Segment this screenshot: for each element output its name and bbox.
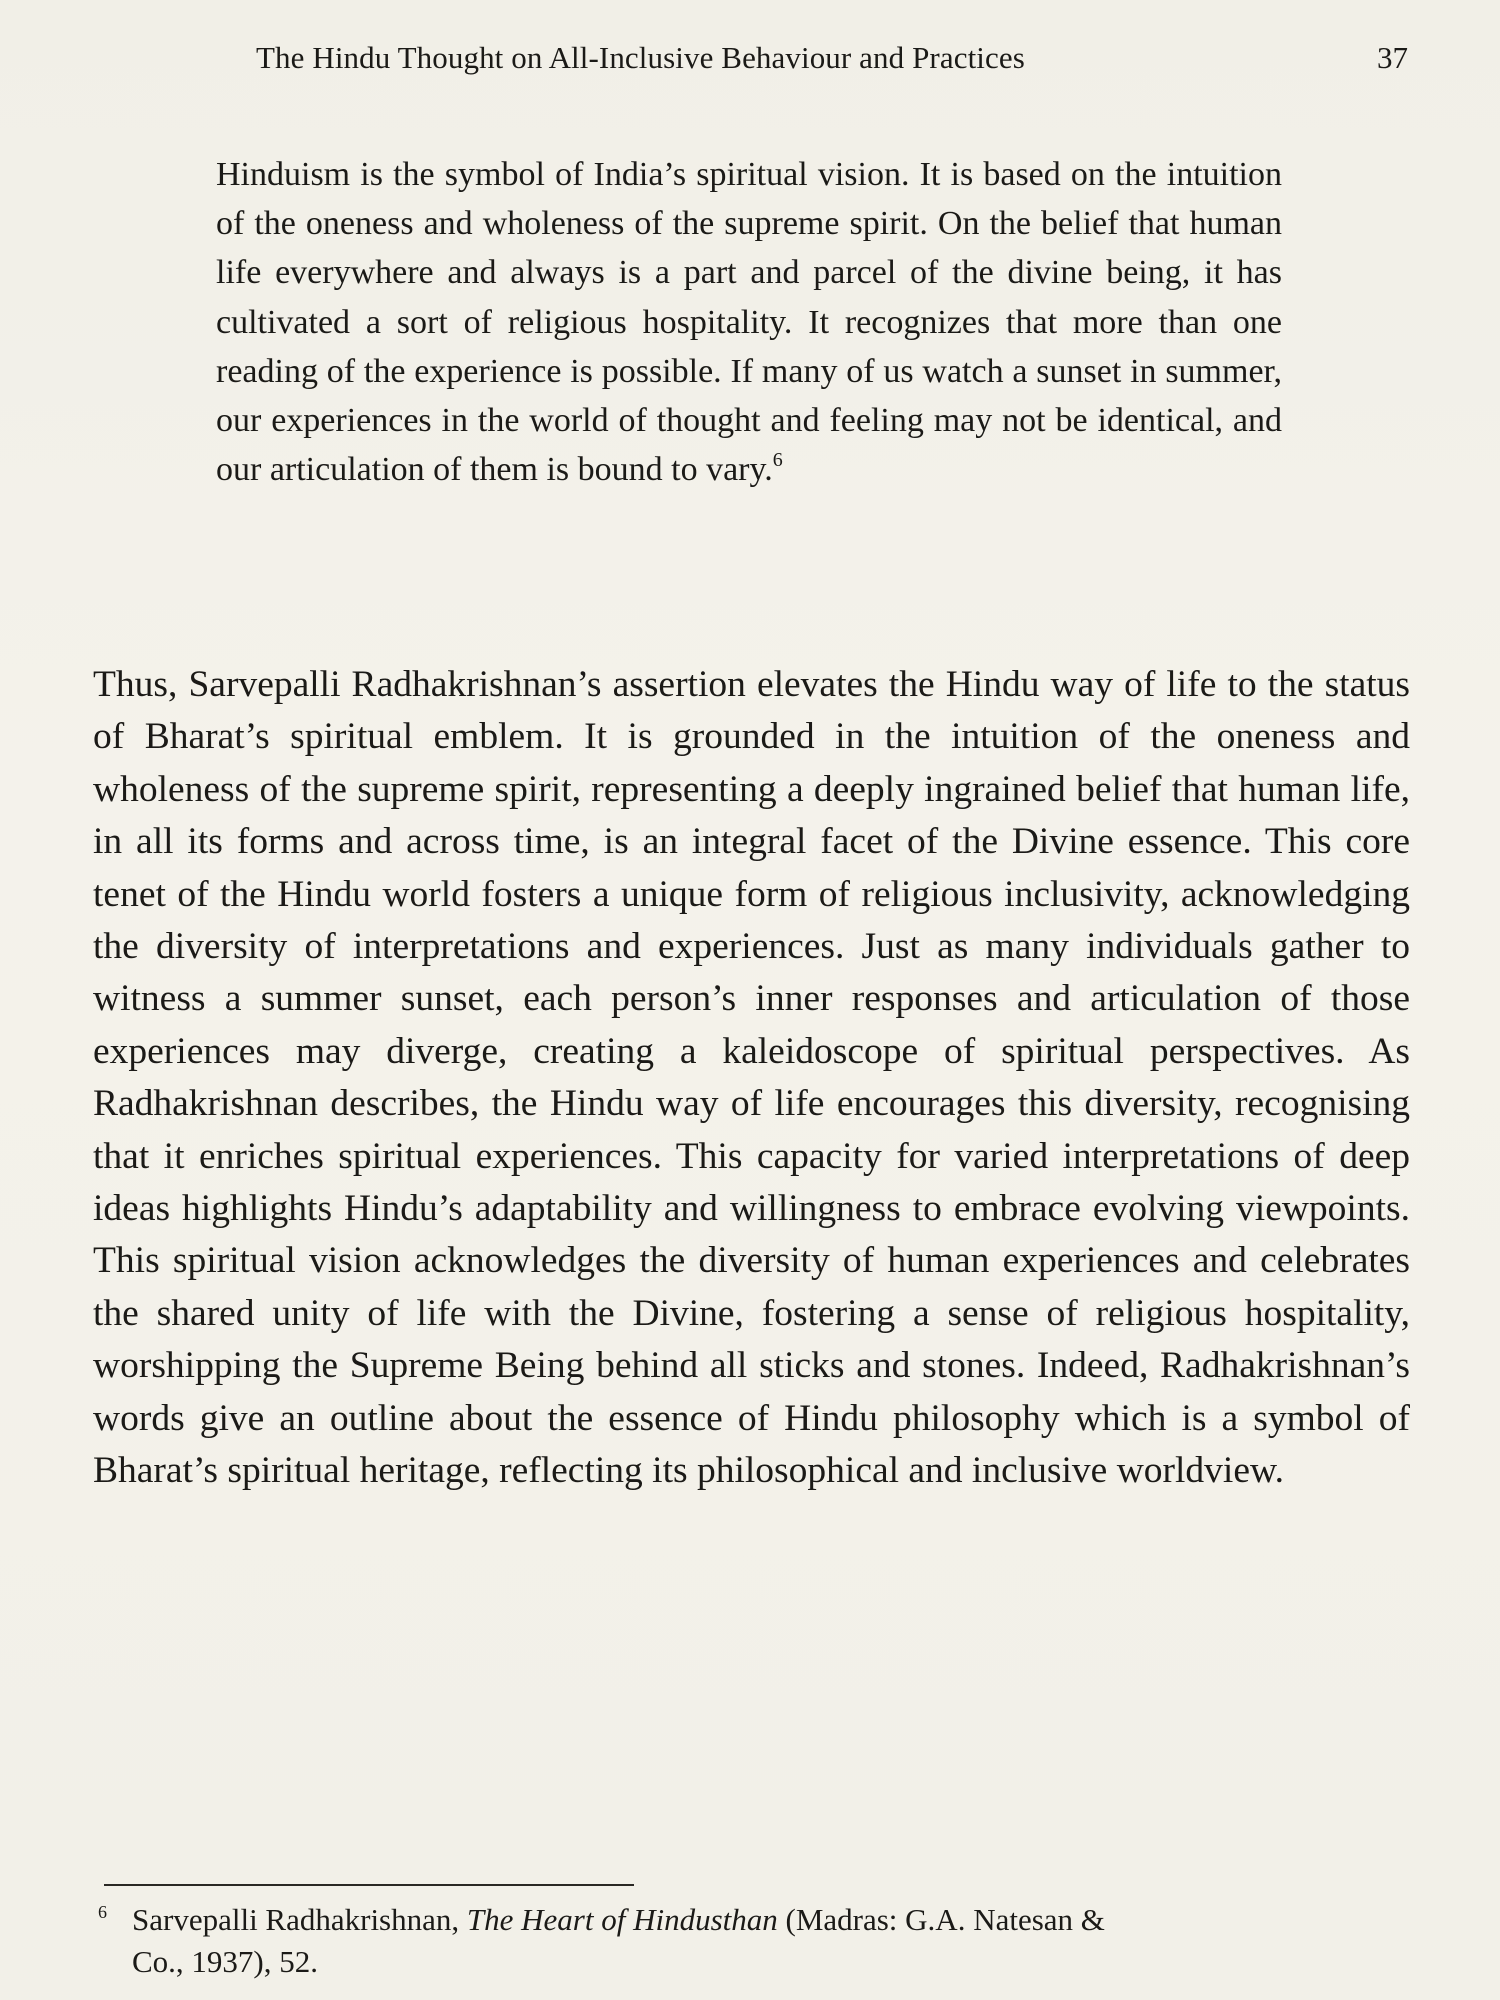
footnote-divider (104, 1884, 634, 1886)
footnote-publication: (Madras: G.A. Natesan & (777, 1902, 1105, 1937)
block-quote (216, 150, 1282, 494)
footnote-author: Sarvepalli Radhakrishnan, (132, 1902, 467, 1937)
body-paragraph: Thus, Sarvepalli Radhakrishnan’s assertion elevates the Hindu way of life to the status of Bharat’s spiritual emblem. It is grounded in the intuition of the oneness and wholeness of the supreme spirit, representing a deeply ingrained belief that human life, in all its forms and across time, is an integral facet of the Divine essence. This core tenet of the Hindu world fosters a unique form of religious inclusivity, acknowledging the diversity of interpretations and experiences. Just as many individuals gather to witness a summer sunset, each person’s inner responses and articulation of those experiences may diverge, creating a kaleidoscope of spiritual perspectives. As Radhakrishnan describes, the Hindu way of life encourages this diversity, recognising that it enriches spiritual experiences. This capacity for varied interpretations of deep ideas highlights Hindu’s adaptability and willingness to embrace evolving viewpoints. This spiritual vision acknowledges the diversity of human experiences and celebrates the shared unity of life with the Divine, fostering a sense of religious hospitality, worshipping the Supreme Being behind all sticks and stones. Indeed, Radhakrishnan’s words give an outline about the essence of Hindu philosophy which is a symbol of Bharat’s spiritual heritage, reflecting its philosophical and inclusive worldview. (93, 664, 1410, 1492)
footnote-reference[interactable]: 6 (772, 449, 783, 472)
running-header-title: The Hindu Thought on All-Inclusive Behaviour and Practices (256, 40, 1025, 75)
footnote-book-title: The Heart of Hindusthan (466, 1902, 778, 1937)
block-quote-text: Hinduism is the symbol of India’s spiritual vision. It is based on the intuition of the oneness and wholeness of the supreme spirit. On the belief that human life everywhere and always is a part and parcel of the divine being, it has cultivated a sort of religious hospitality. It recognizes that more than one reading of the experience is possible. If many of us watch a sunset in summer, our experiences in the world of thought and feeling may not be identical, and our articulation of them is bound to vary. (216, 156, 1282, 489)
page-number: 37 (1377, 40, 1408, 75)
footnote-citation (132, 1902, 1105, 1937)
footnote-publication-continued: Co., 1937), 52. (132, 1944, 318, 1979)
footnote: 6 Sarvepalli Radhakrishnan, The Heart of Hindusthan (Madras: G.A. Natesan & Co., 1937), 52. (98, 1899, 1412, 1983)
